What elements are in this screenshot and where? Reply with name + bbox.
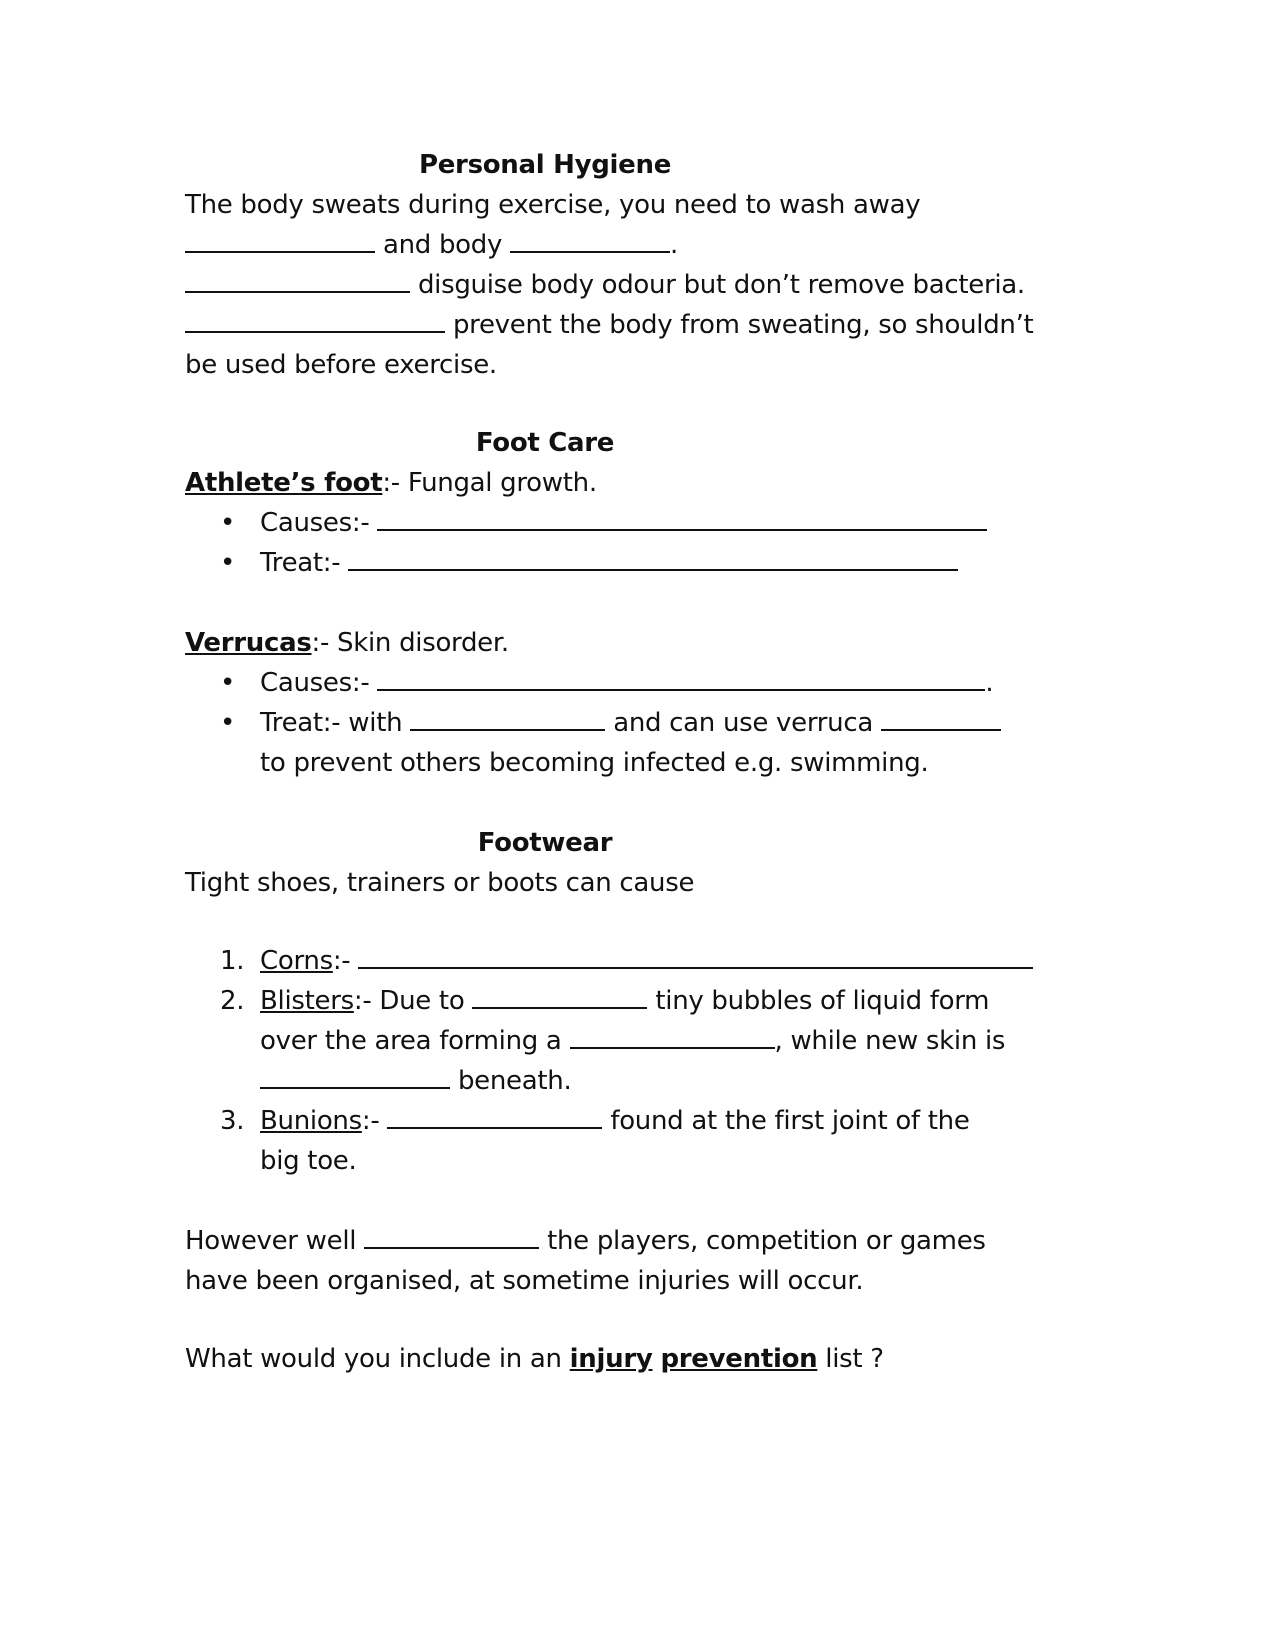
hygiene-line-4: prevent the body from sweating, so shouldn’t bbox=[185, 305, 1085, 345]
bullet-icon: • bbox=[220, 668, 236, 698]
athletes-treat: • Treat:- bbox=[185, 543, 1085, 583]
blank-bunions[interactable] bbox=[387, 1101, 602, 1129]
verrucas-treat-cont: to prevent others becoming infected e.g. swimming. bbox=[260, 748, 929, 778]
blank-1[interactable] bbox=[185, 225, 375, 253]
footwear-item-blisters: 2. Blisters:- Due to tiny bubbles of liquid form bbox=[185, 981, 1085, 1021]
athletes-causes: • Causes:- bbox=[185, 503, 1085, 543]
blank-verrucas-causes[interactable] bbox=[377, 663, 985, 691]
verrucas-term: Verrucas bbox=[185, 628, 312, 658]
footwear-intro: Tight shoes, trainers or boots can cause bbox=[185, 868, 695, 898]
blisters-line-2: over the area forming a , while new skin is bbox=[185, 1021, 1085, 1061]
injury-prevention-question: What would you include in an injury prevention list ? bbox=[185, 1344, 884, 1374]
hygiene-line-3: disguise body odour but don’t remove bacteria. bbox=[185, 265, 1085, 305]
footwear-heading: Footwear bbox=[477, 828, 613, 858]
closing-line-2: have been organised, at sometime injuries will occur. bbox=[185, 1266, 864, 1296]
footwear-item-bunions: 3. Bunions:- found at the first joint of the bbox=[185, 1101, 1085, 1141]
personal-hygiene-heading: Personal Hygiene bbox=[418, 150, 672, 180]
closing-line-1: However well the players, competition or games bbox=[185, 1221, 1085, 1261]
blank-verrucas-treat-2[interactable] bbox=[881, 703, 1001, 731]
blank-blisters-3[interactable] bbox=[260, 1061, 450, 1089]
bullet-icon: • bbox=[220, 508, 236, 538]
blank-3[interactable] bbox=[185, 265, 410, 293]
injury-term: injury bbox=[569, 1344, 653, 1374]
footwear-item-corns: 1. Corns:- bbox=[185, 941, 1085, 981]
verrucas-line: Verrucas:- Skin disorder. bbox=[185, 628, 509, 658]
blisters-line-3: beneath. bbox=[185, 1061, 1085, 1101]
hygiene-line-5: be used before exercise. bbox=[185, 350, 497, 380]
hygiene-line-2: and body . bbox=[185, 225, 1085, 265]
bunions-line-2: big toe. bbox=[260, 1146, 357, 1176]
blank-verrucas-treat-1[interactable] bbox=[410, 703, 605, 731]
blank-blisters-2[interactable] bbox=[570, 1021, 775, 1049]
bullet-icon: • bbox=[220, 708, 236, 738]
verrucas-causes: • Causes:- . bbox=[185, 663, 1085, 703]
blank-blisters-1[interactable] bbox=[472, 981, 647, 1009]
blank-closing[interactable] bbox=[364, 1221, 539, 1249]
hygiene-line-1: The body sweats during exercise, you need to wash away bbox=[185, 190, 921, 220]
bullet-icon: • bbox=[220, 548, 236, 578]
athletes-foot-term: Athlete’s foot bbox=[185, 468, 383, 498]
blank-athletes-causes[interactable] bbox=[377, 503, 987, 531]
verrucas-treat: • Treat:- with and can use verruca bbox=[185, 703, 1085, 743]
prevention-term: prevention bbox=[660, 1344, 818, 1374]
athletes-foot-line: Athlete’s foot:- Fungal growth. bbox=[185, 468, 597, 498]
blank-2[interactable] bbox=[510, 225, 670, 253]
blank-athletes-treat[interactable] bbox=[348, 543, 958, 571]
worksheet bbox=[185, 145, 1085, 1379]
blank-corns[interactable] bbox=[358, 941, 1033, 969]
foot-care-heading: Foot Care bbox=[475, 428, 615, 458]
blank-4[interactable] bbox=[185, 305, 445, 333]
